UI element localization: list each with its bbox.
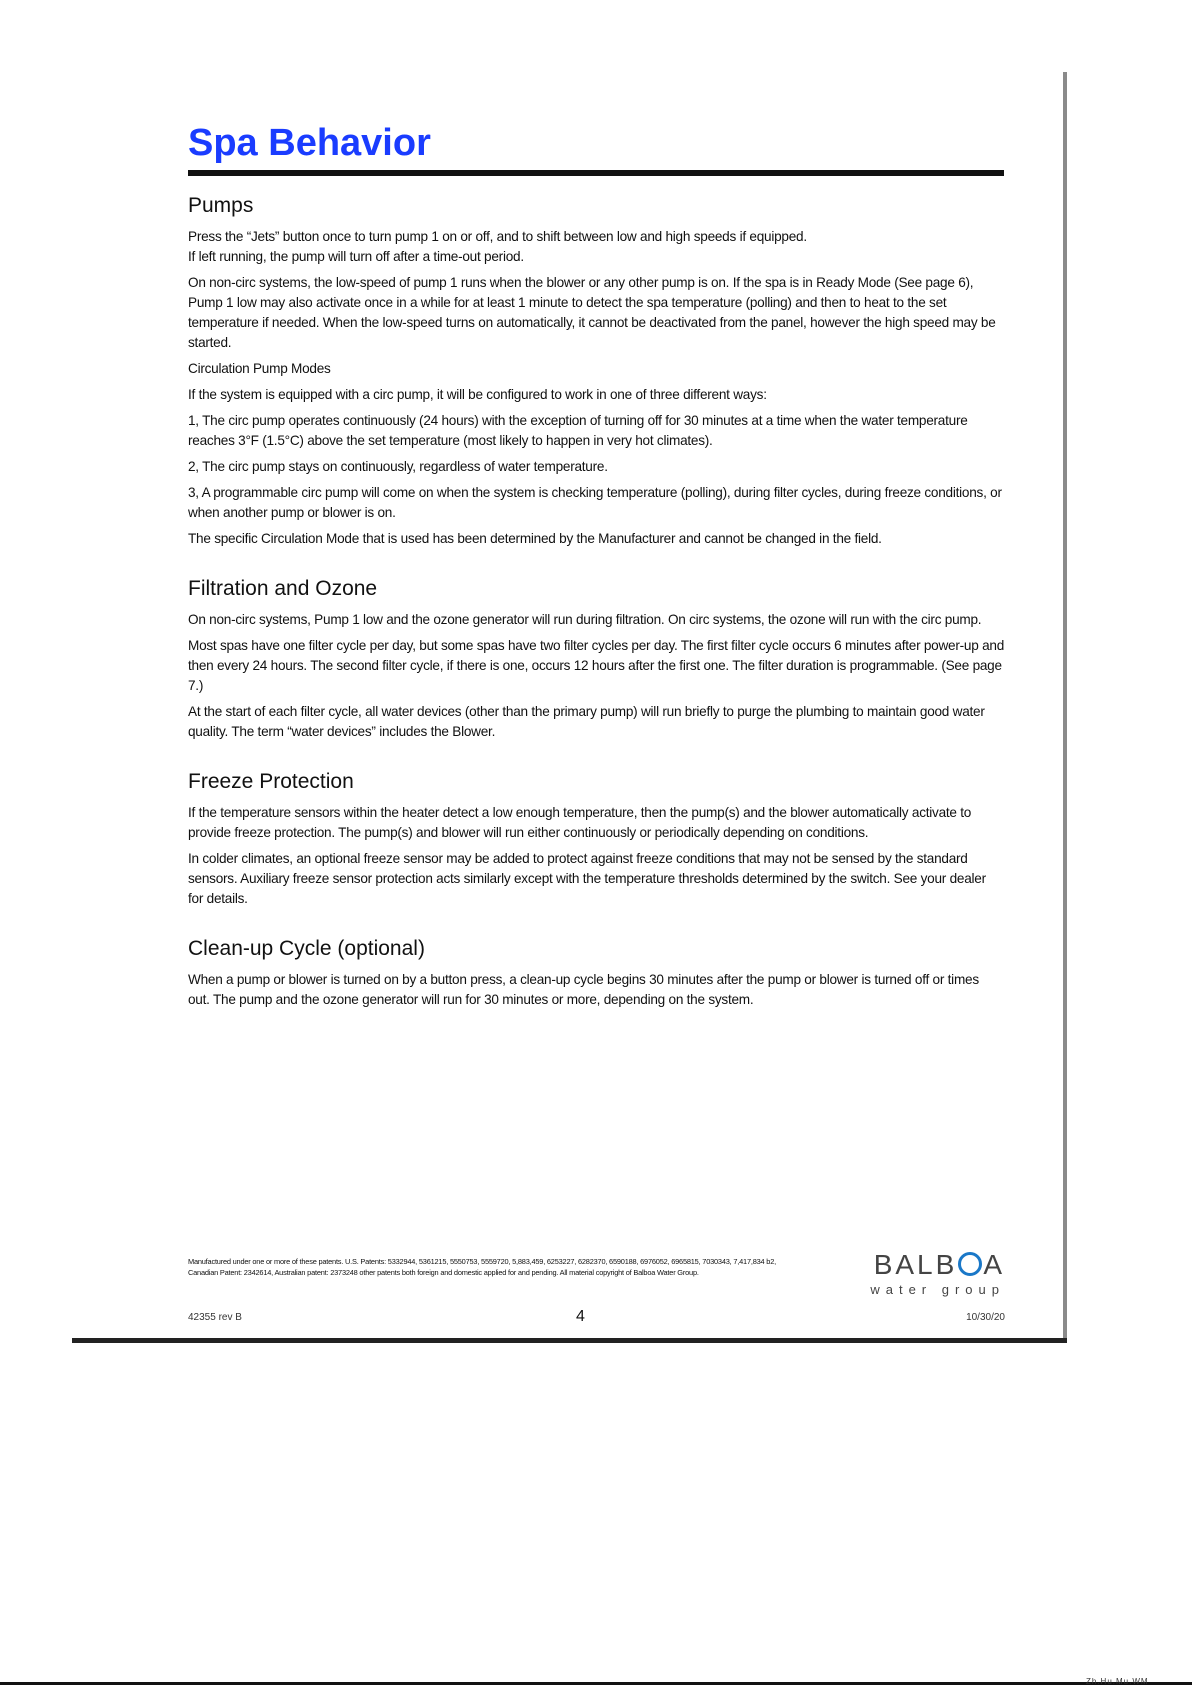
paragraph: 3, A programmable circ pump will come on when the system is checking temperature (polling), during filter cycles, during freeze conditions, or when another pump or blower is on. bbox=[188, 485, 1002, 520]
page-number: 4 bbox=[576, 1308, 585, 1325]
section-heading: Freeze Protection bbox=[188, 770, 354, 793]
section-heading: Pumps bbox=[188, 194, 254, 217]
logo-wordmark: BALB A bbox=[873, 1249, 1005, 1280]
revision-date: 10/30/20 bbox=[966, 1312, 1005, 1323]
paragraph: In colder climates, an optional freeze sensor may be added to protect against freeze conditions that may not be sensed by the standard sensors. Auxiliary freeze sensor protection acts similarly except with the temperature thresholds determined by the switch. See your dealer for details. bbox=[188, 851, 986, 906]
title-rule bbox=[188, 170, 1004, 176]
section-filtration bbox=[188, 577, 1004, 742]
logo-circle-icon bbox=[958, 1252, 982, 1276]
paragraph: If the system is equipped with a circ pump, it will be configured to work in one of three different ways: bbox=[188, 387, 767, 402]
section-heading: Clean-up Cycle (optional) bbox=[188, 937, 425, 960]
paragraph: 2, The circ pump stays on continuously, regardless of water temperature. bbox=[188, 459, 608, 474]
section-heading: Filtration and Ozone bbox=[188, 577, 378, 600]
paragraph: At the start of each filter cycle, all water devices (other than the primary pump) will run briefly to purge the plumbing to maintain good water quality. The term “water devices” includes the Blower. bbox=[188, 704, 985, 739]
section-pumps bbox=[188, 194, 1004, 549]
logo-subtitle: water group bbox=[870, 1282, 1005, 1297]
paragraph: 1, The circ pump operates continuously (24 hours) with the exception of turning off for 30 minutes at a time when the water temperature reaches 3°F (1.5°C) above the set temperature (most likely to happen in very hot climates). bbox=[188, 413, 968, 448]
corner-text: Zh.Hu.Mu.WM bbox=[1086, 1677, 1149, 1686]
paragraph: Most spas have one filter cycle per day, but some spas have two filter cycles per day. The first filter cycle occurs 6 minutes after power-up and then every 24 hours. The second filter cycle, if there is one, occurs 12 hours after the first one. The filter duration is programmable. (See page 7.) bbox=[188, 638, 1005, 693]
paragraph: If left running, the pump will turn off after a time-out period. bbox=[188, 249, 524, 264]
section-freeze-protection bbox=[188, 770, 1004, 909]
section-clean-up-cycle bbox=[188, 937, 1004, 1010]
paragraph: When a pump or blower is turned on by a button press, a clean-up cycle begins 30 minutes after the pump or blower is turned off or times out. The pump and the ozone generator will run for 30 minutes or more, depending on the system. bbox=[188, 972, 979, 1007]
patent-notice: Manufactured under one or more of these patents. U.S. Patents: 5332944, 5361215, 5550753, 5559720, 5,883,459, 6253227, 6282370, 6590188, 6976052, 6965815, 7030343, 7,417,834 b2, Canadian Patent: 2342614, Australian patent: 2373248 other patents both foreign and domestic applied for and pending. All material copyright of Balboa Water Group. bbox=[188, 1257, 776, 1277]
paragraph: On non-circ systems, the low-speed of pump 1 runs when the blower or any other pump is on. If the spa is in Ready Mode (See page 6), Pump 1 low may also activate once in a while for at least 1 minute to detect the spa temperature (polling) and then to heat to the set temperature if needed. When the low-speed turns on automatically, it cannot be deactivated from the panel, however the high speed may be started. bbox=[188, 275, 996, 350]
paragraph: Press the “Jets” button once to turn pump 1 on or off, and to shift between low and high speeds if equipped. bbox=[188, 229, 807, 244]
paragraph: If the temperature sensors within the heater detect a low enough temperature, then the pump(s) and the blower automatically activate to provide freeze protection. The pump(s) and blower will run either continuously or periodically depending on conditions. bbox=[188, 805, 972, 840]
page-title: Spa Behavior bbox=[188, 122, 431, 164]
page-edge-right bbox=[1063, 72, 1067, 1342]
document-page bbox=[188, 120, 1004, 1016]
page-edge-bottom bbox=[72, 1338, 1067, 1343]
document-number: 42355 rev B bbox=[188, 1312, 242, 1323]
subheading: Circulation Pump Modes bbox=[188, 361, 331, 376]
balboa-logo bbox=[850, 1250, 1005, 1298]
paragraph: On non-circ systems, Pump 1 low and the ozone generator will run during filtration. On circ systems, the ozone will run with the circ pump. bbox=[188, 612, 982, 627]
paragraph: The specific Circulation Mode that is used has been determined by the Manufacturer and cannot be changed in the field. bbox=[188, 531, 882, 546]
